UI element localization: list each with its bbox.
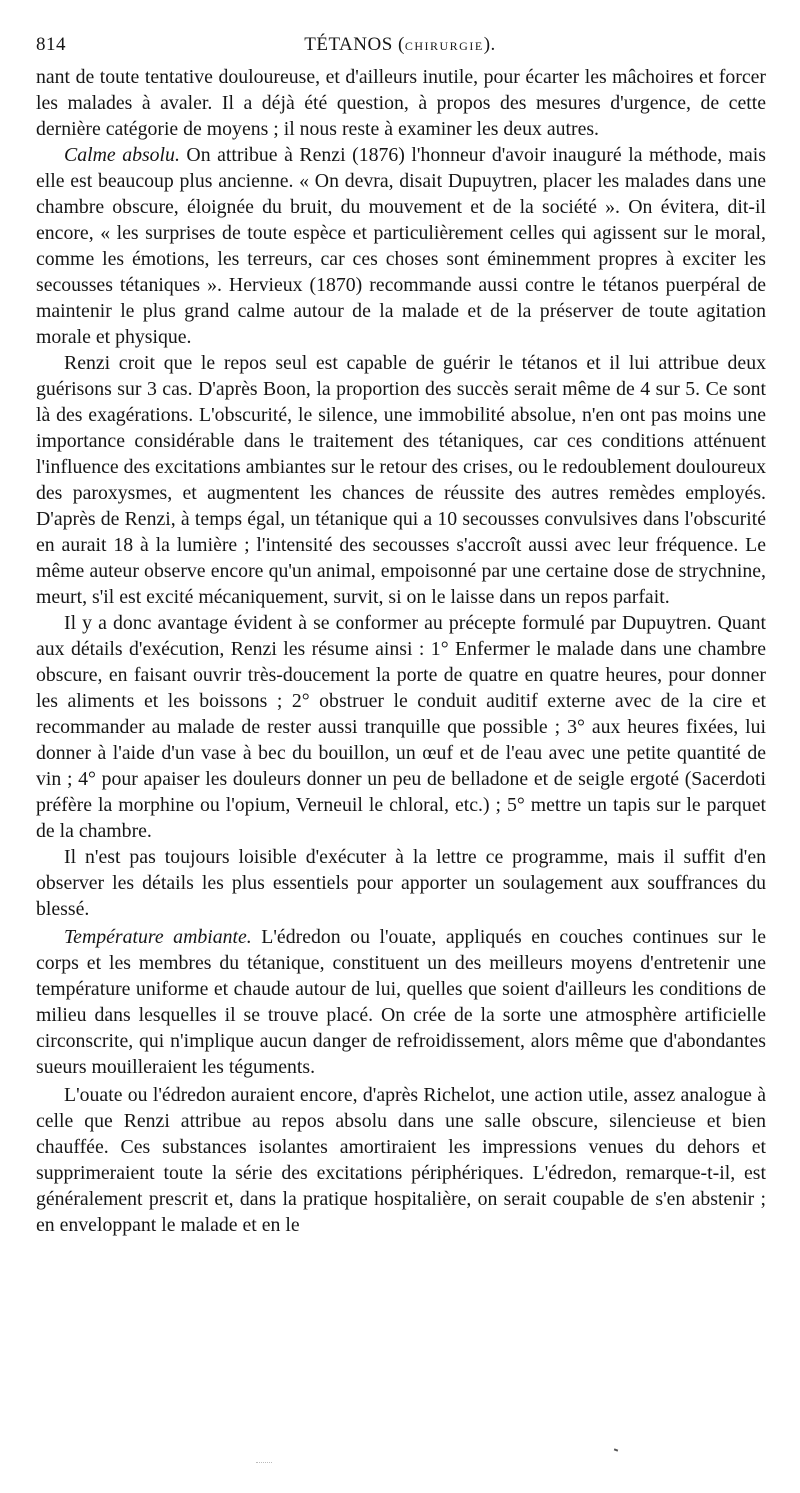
paragraph-text: L'édredon ou l'ouate, appliqués en couches continues sur le corps et les membres du tétanique, constituent un des meilleurs moyens d'entretenir une température uniforme et chaude autour de lui, quelles que soient d'ailleurs les conditions de milieu dans lesquelles il se trouve placé. On crée de la sorte une atmosphère artificielle circonscrite, qui n'implique aucun danger de refroidissement, alors même que d'abondantes sueurs mouilleraient les téguments. (36, 926, 766, 1078)
running-title-section: CHIRURGIE (404, 39, 484, 53)
paragraph-continuation: nant de toute tentative douloureuse, et d'ailleurs inutile, pour écarter les mâchoires et forcer les malades à avaler. Il a déjà été question, à propos des mesures d'urgence, de cette dernière catégorie de moyens ; il nous reste à examiner les deux autres. (36, 66, 766, 140)
paragraph-calme-absolu (36, 142, 766, 350)
print-smudge (256, 1462, 272, 1464)
running-title-main: TÉTANOS ( (304, 34, 405, 55)
page-number: 814 (36, 34, 66, 55)
body-text (36, 64, 766, 1238)
running-title (36, 34, 764, 56)
paragraph-renzi: Renzi croit que le repos seul est capable de guérir le tétanos et il lui attribue deux guérisons sur 3 cas. D'après Boon, la proportion des succès serait même de 4 sur 5. Ce sont là des exagérations. L'obscurité, le silence, une immobilité absolue, n'en ont pas moins une importance considérable dans le traitement des tétaniques, car ces conditions atténuent l'influence des excitations ambiantes sur le retour des crises, ou le redoublement douloureux des paroxysmes, et augmentent les chances de réussite des autres remèdes employés. D'après de Renzi, à temps égal, un tétanique qui a 10 secousses convulsives dans l'obscurité en aurait 18 à la lumière ; l'intensité des secousses s'accroît aussi avec leur fréquence. Le même auteur observe encore qu'un animal, empoisonné par une certaine dose de strychnine, meurt, s'il est excité mécaniquement, survit, si on le laisse dans un repos parfait. (36, 352, 766, 608)
paragraph-text: On attribue à Renzi (1876) l'honneur d'avoir inauguré la méthode, mais elle est beaucoup plus ancienne. « On devra, disait Dupuytren, placer les malades dans une chambre obscure, éloignée du bruit, du mouvement et de la société ». On évitera, dit-il encore, « les surprises de toute espèce et particulièrement celles qui agissent sur le moral, comme les émotions, les terreurs, car ces choses sont éminemment propres à exciter les secousses tétaniques ». Hervieux (1870) recommande aussi contre le tétanos puerpéral de maintenir le plus grand calme autour de la malade et de la préserver de toute agitation morale et physique. (36, 144, 766, 348)
paragraph-temperature-ambiante (36, 924, 766, 1080)
print-mark (614, 1448, 618, 1451)
section-heading-temperature-ambiante: Température ambiante. (64, 926, 252, 948)
paragraph-programme: Il n'est pas toujours loisible d'exécuter à la lettre ce programme, mais il suffit d'en observer les détails les plus essentiels pour apporter un soulagement aux souffrances du blessé. (36, 846, 766, 920)
running-title-close: ). (483, 34, 496, 55)
running-head (36, 34, 764, 58)
paragraph-richelot: L'ouate ou l'édredon auraient encore, d'après Richelot, une action utile, assez analogue à celle que Renzi attribue au repos absolu dans une salle obscure, silencieuse et bien chauffée. Ces substances isolantes amortiraient les impressions venues du dehors et supprimeraient toute la série des excitations périphériques. L'édredon, remarque-t-il, est généralement prescrit et, dans la pratique hospitalière, on serait coupable de s'en abstenir ; en enveloppant le malade et en le (36, 1084, 766, 1236)
section-heading-calme-absolu: Calme absolu. (64, 144, 180, 166)
paragraph-dupuytren-precept: Il y a donc avantage évident à se conformer au précepte formulé par Dupuytren. Quant aux détails d'exécution, Renzi les résume ainsi : 1° Enfermer le malade dans une chambre obscure, en faisant ouvrir très-doucement la porte de quatre en quatre heures, pour donner les aliments et les boissons ; 2° obstruer le conduit auditif externe avec de la cire et recommander au malade de rester aussi tranquille que possible ; 3° aux heures fixées, lui donner à l'aide d'un vase à bec du bouillon, un œuf et de l'eau avec une petite quantité de vin ; 4° pour apaiser les douleurs donner un peu de belladone et de seigle ergoté (Sacerdoti préfère la morphine ou l'opium, Verneuil le chloral, etc.) ; 5° mettre un tapis sur le parquet de la chambre. (36, 612, 766, 842)
